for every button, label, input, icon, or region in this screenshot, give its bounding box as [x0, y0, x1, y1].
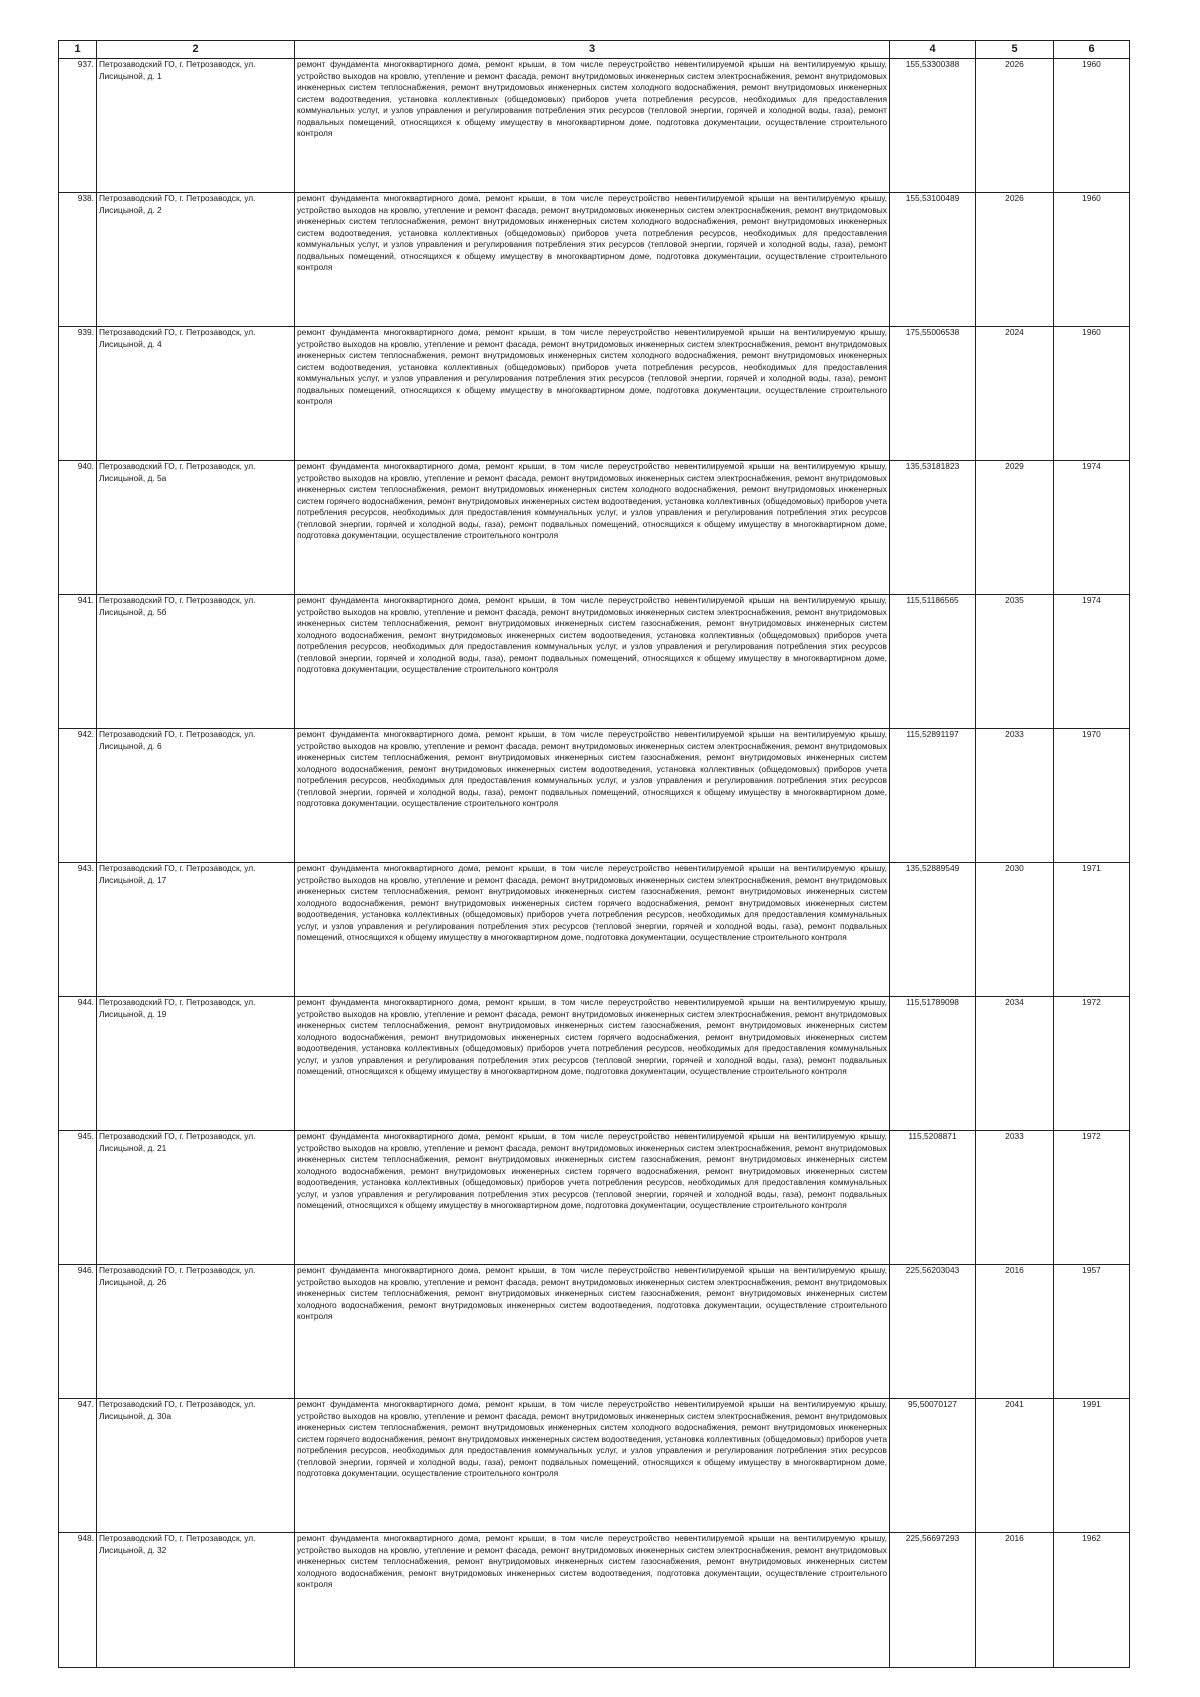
repair-works: ремонт фундамента многоквартирного дома, ремонт крыши, в том числе переустройство невентилируемой крыши на вентилируемую крышу, устройство выходов на кровлю, утепление и ремонт фасада, ремонт внутридомовых инженерных систем электроснабжения, ремонт внутридомовых инженерных систем теплоснабжения, ремонт внутридомовых инженерных систем холодного водоснабжения, ремонт внутридомовых инженерных систем горячего водоснабжения, ремонт внутридомовых инженерных систем водоотведения, установка коллективных (общедомовых) приборов учета потребления ресурсов, необходимых для предоставления коммунальных услуг, и узлов управления и регулирования потребления этих ресурсов (тепловой энергии, горячей и холодной воды, газа), ремонт подвальных помещений, относящихся к общему имуществу в многоквартирном доме, подготовка документации, осуществление строительного контроля: [295, 1399, 890, 1533]
row-number: 947.: [59, 1399, 97, 1533]
planned-repair-year: 2030: [976, 863, 1054, 997]
priority-score: 115,51789098: [890, 997, 976, 1131]
planned-repair-year: 2016: [976, 1533, 1054, 1668]
table-row: [59, 1265, 1130, 1399]
column-header-6: 6: [1054, 41, 1130, 59]
planned-repair-year: 2029: [976, 461, 1054, 595]
repair-works: ремонт фундамента многоквартирного дома, ремонт крыши, в том числе переустройство невентилируемой крыши на вентилируемую крышу, устройство выходов на кровлю, утепление и ремонт фасада, ремонт внутридомовых инженерных систем электроснабжения, ремонт внутридомовых инженерных систем теплоснабжения, ремонт внутридомовых инженерных систем газоснабжения, ремонт внутридомовых инженерных систем холодного водоснабжения, ремонт внутридомовых инженерных систем горячего водоснабжения, ремонт внутридомовых инженерных систем водоотведения, установка коллективных (общедомовых) приборов учета потребления ресурсов, необходимых для предоставления коммунальных услуг, и узлов управления и регулирования потребления этих ресурсов (тепловой энергии, горячей и холодной воды, газа), ремонт подвальных помещений, относящихся к общему имуществу в многоквартирном доме, подготовка документации, осуществление строительного контроля: [295, 1131, 890, 1265]
repair-works: ремонт фундамента многоквартирного дома, ремонт крыши, в том числе переустройство невентилируемой крыши на вентилируемую крышу, устройство выходов на кровлю, утепление и ремонт фасада, ремонт внутридомовых инженерных систем электроснабжения, ремонт внутридомовых инженерных систем теплоснабжения, ремонт внутридомовых инженерных систем холодного водоснабжения, ремонт внутридомовых инженерных систем водоотведения, установка коллективных (общедомовых) приборов учета потребления ресурсов, необходимых для предоставления коммунальных услуг, и узлов управления и регулирования потребления этих ресурсов (тепловой энергии, горячей и холодной воды, газа), ремонт подвальных помещений, относящихся к общему имуществу в многоквартирном доме, подготовка документации, осуществление строительного контроля: [295, 59, 890, 193]
building-address: Петрозаводский ГО, г. Петрозаводск, ул. Лисицыной, д. 4: [97, 327, 295, 461]
building-address: Петрозаводский ГО, г. Петрозаводск, ул. Лисицыной, д. 32: [97, 1533, 295, 1668]
planned-repair-year: 2041: [976, 1399, 1054, 1533]
repair-works: ремонт фундамента многоквартирного дома, ремонт крыши, в том числе переустройство невентилируемой крыши на вентилируемую крышу, устройство выходов на кровлю, утепление и ремонт фасада, ремонт внутридомовых инженерных систем электроснабжения, ремонт внутридомовых инженерных систем теплоснабжения, ремонт внутридомовых инженерных систем газоснабжения, ремонт внутридомовых инженерных систем холодного водоснабжения, ремонт внутридомовых инженерных систем горячего водоснабжения, ремонт внутридомовых инженерных систем водоотведения, установка коллективных (общедомовых) приборов учета потребления ресурсов, необходимых для предоставления коммунальных услуг, и узлов управления и регулирования потребления этих ресурсов (тепловой энергии, горячей и холодной воды, газа), ремонт подвальных помещений, относящихся к общему имуществу в многоквартирном доме, подготовка документации, осуществление строительного контроля: [295, 997, 890, 1131]
planned-repair-year: 2034: [976, 997, 1054, 1131]
registry-table: [58, 40, 1130, 1668]
building-address: Петрозаводский ГО, г. Петрозаводск, ул. Лисицыной, д. 19: [97, 997, 295, 1131]
priority-score: 115,5208871: [890, 1131, 976, 1265]
construction-year: 1974: [1054, 461, 1130, 595]
table-row: [59, 1533, 1130, 1668]
table-header: [59, 41, 1130, 59]
column-header-2: 2: [97, 41, 295, 59]
construction-year: 1971: [1054, 863, 1130, 997]
priority-score: 115,51186565: [890, 595, 976, 729]
priority-score: 135,53181823: [890, 461, 976, 595]
construction-year: 1972: [1054, 1131, 1130, 1265]
priority-score: 225,56203043: [890, 1265, 976, 1399]
construction-year: 1962: [1054, 1533, 1130, 1668]
priority-score: 225,56697293: [890, 1533, 976, 1668]
planned-repair-year: 2033: [976, 1131, 1054, 1265]
row-number: 942.: [59, 729, 97, 863]
row-number: 946.: [59, 1265, 97, 1399]
planned-repair-year: 2016: [976, 1265, 1054, 1399]
building-address: Петрозаводский ГО, г. Петрозаводск, ул. Лисицыной, д. 17: [97, 863, 295, 997]
building-address: Петрозаводский ГО, г. Петрозаводск, ул. Лисицыной, д. 6: [97, 729, 295, 863]
table-row: [59, 327, 1130, 461]
building-address: Петрозаводский ГО, г. Петрозаводск, ул. Лисицыной, д. 2: [97, 193, 295, 327]
document-page: [58, 40, 1129, 1668]
construction-year: 1970: [1054, 729, 1130, 863]
repair-works: ремонт фундамента многоквартирного дома, ремонт крыши, в том числе переустройство невентилируемой крыши на вентилируемую крышу, устройство выходов на кровлю, утепление и ремонт фасада, ремонт внутридомовых инженерных систем электроснабжения, ремонт внутридомовых инженерных систем теплоснабжения, ремонт внутридомовых инженерных систем газоснабжения, ремонт внутридомовых инженерных систем холодного водоснабжения, ремонт внутридомовых инженерных систем водоотведения, установка коллективных (общедомовых) приборов учета потребления ресурсов, необходимых для предоставления коммунальных услуг, и узлов управления и регулирования потребления этих ресурсов (тепловой энергии, горячей и холодной воды, газа), ремонт подвальных помещений, относящихся к общему имуществу в многоквартирном доме, подготовка документации, осуществление строительного контроля: [295, 595, 890, 729]
row-number: 948.: [59, 1533, 97, 1668]
building-address: Петрозаводский ГО, г. Петрозаводск, ул. Лисицыной, д. 21: [97, 1131, 295, 1265]
repair-works: ремонт фундамента многоквартирного дома, ремонт крыши, в том числе переустройство невентилируемой крыши на вентилируемую крышу, устройство выходов на кровлю, утепление и ремонт фасада, ремонт внутридомовых инженерных систем электроснабжения, ремонт внутридомовых инженерных систем теплоснабжения, ремонт внутридомовых инженерных систем холодного водоснабжения, ремонт внутридомовых инженерных систем водоотведения, установка коллективных (общедомовых) приборов учета потребления ресурсов, необходимых для предоставления коммунальных услуг, и узлов управления и регулирования потребления этих ресурсов (тепловой энергии, горячей и холодной воды, газа), ремонт подвальных помещений, относящихся к общему имуществу в многоквартирном доме, подготовка документации, осуществление строительного контроля: [295, 193, 890, 327]
building-address: Петрозаводский ГО, г. Петрозаводск, ул. Лисицыной, д. 5б: [97, 595, 295, 729]
repair-works: ремонт фундамента многоквартирного дома, ремонт крыши, в том числе переустройство невентилируемой крыши на вентилируемую крышу, устройство выходов на кровлю, утепление и ремонт фасада, ремонт внутридомовых инженерных систем электроснабжения, ремонт внутридомовых инженерных систем теплоснабжения, ремонт внутридомовых инженерных систем холодного водоснабжения, ремонт внутридомовых инженерных систем водоотведения, установка коллективных (общедомовых) приборов учета потребления ресурсов, необходимых для предоставления коммунальных услуг, и узлов управления и регулирования потребления этих ресурсов (тепловой энергии, горячей и холодной воды, газа), ремонт подвальных помещений, относящихся к общему имуществу в многоквартирном доме, подготовка документации, осуществление строительного контроля: [295, 327, 890, 461]
column-header-5: 5: [976, 41, 1054, 59]
table-row: [59, 1399, 1130, 1533]
construction-year: 1974: [1054, 595, 1130, 729]
priority-score: 175,55006538: [890, 327, 976, 461]
planned-repair-year: 2033: [976, 729, 1054, 863]
construction-year: 1960: [1054, 193, 1130, 327]
priority-score: 155,53300388: [890, 59, 976, 193]
column-header-4: 4: [890, 41, 976, 59]
header-row: [59, 41, 1130, 59]
column-header-1: 1: [59, 41, 97, 59]
construction-year: 1957: [1054, 1265, 1130, 1399]
repair-works: ремонт фундамента многоквартирного дома, ремонт крыши, в том числе переустройство невентилируемой крыши на вентилируемую крышу, устройство выходов на кровлю, утепление и ремонт фасада, ремонт внутридомовых инженерных систем электроснабжения, ремонт внутридомовых инженерных систем теплоснабжения, ремонт внутридомовых инженерных систем газоснабжения, ремонт внутридомовых инженерных систем холодного водоснабжения, ремонт внутридомовых инженерных систем водоотведения, подготовка документации, осуществление строительного контроля: [295, 1265, 890, 1399]
priority-score: 155,53100489: [890, 193, 976, 327]
building-address: Петрозаводский ГО, г. Петрозаводск, ул. Лисицыной, д. 30а: [97, 1399, 295, 1533]
table-row: [59, 863, 1130, 997]
construction-year: 1960: [1054, 59, 1130, 193]
table-row: [59, 1131, 1130, 1265]
column-header-3: 3: [295, 41, 890, 59]
row-number: 945.: [59, 1131, 97, 1265]
building-address: Петрозаводский ГО, г. Петрозаводск, ул. Лисицыной, д. 5а: [97, 461, 295, 595]
row-number: 937.: [59, 59, 97, 193]
planned-repair-year: 2026: [976, 193, 1054, 327]
row-number: 938.: [59, 193, 97, 327]
planned-repair-year: 2024: [976, 327, 1054, 461]
construction-year: 1991: [1054, 1399, 1130, 1533]
repair-works: ремонт фундамента многоквартирного дома, ремонт крыши, в том числе переустройство невентилируемой крыши на вентилируемую крышу, устройство выходов на кровлю, утепление и ремонт фасада, ремонт внутридомовых инженерных систем электроснабжения, ремонт внутридомовых инженерных систем теплоснабжения, ремонт внутридомовых инженерных систем газоснабжения, ремонт внутридомовых инженерных систем холодного водоснабжения, ремонт внутридомовых инженерных систем водоотведения, установка коллективных (общедомовых) приборов учета потребления ресурсов, необходимых для предоставления коммунальных услуг, и узлов управления и регулирования потребления этих ресурсов (тепловой энергии, горячей и холодной воды, газа), ремонт подвальных помещений, относящихся к общему имуществу в многоквартирном доме, подготовка документации, осуществление строительного контроля: [295, 729, 890, 863]
table-row: [59, 595, 1130, 729]
construction-year: 1960: [1054, 327, 1130, 461]
repair-works: ремонт фундамента многоквартирного дома, ремонт крыши, в том числе переустройство невентилируемой крыши на вентилируемую крышу, устройство выходов на кровлю, утепление и ремонт фасада, ремонт внутридомовых инженерных систем электроснабжения, ремонт внутридомовых инженерных систем теплоснабжения, ремонт внутридомовых инженерных систем газоснабжения, ремонт внутридомовых инженерных систем холодного водоснабжения, ремонт внутридомовых инженерных систем водоотведения, подготовка документации, осуществление строительного контроля: [295, 1533, 890, 1668]
row-number: 944.: [59, 997, 97, 1131]
table-row: [59, 193, 1130, 327]
priority-score: 115,52891197: [890, 729, 976, 863]
priority-score: 95,50070127: [890, 1399, 976, 1533]
table-row: [59, 461, 1130, 595]
building-address: Петрозаводский ГО, г. Петрозаводск, ул. Лисицыной, д. 1: [97, 59, 295, 193]
row-number: 939.: [59, 327, 97, 461]
table-row: [59, 997, 1130, 1131]
row-number: 941.: [59, 595, 97, 729]
row-number: 940.: [59, 461, 97, 595]
repair-works: ремонт фундамента многоквартирного дома, ремонт крыши, в том числе переустройство невентилируемой крыши на вентилируемую крышу, устройство выходов на кровлю, утепление и ремонт фасада, ремонт внутридомовых инженерных систем электроснабжения, ремонт внутридомовых инженерных систем теплоснабжения, ремонт внутридомовых инженерных систем газоснабжения, ремонт внутридомовых инженерных систем холодного водоснабжения, ремонт внутридомовых инженерных систем горячего водоснабжения, ремонт внутридомовых инженерных систем водоотведения, установка коллективных (общедомовых) приборов учета потребления ресурсов, необходимых для предоставления коммунальных услуг, и узлов управления и регулирования потребления этих ресурсов (тепловой энергии, горячей и холодной воды, газа), ремонт подвальных помещений, относящихся к общему имуществу в многоквартирном доме, подготовка документации, осуществление строительного контроля: [295, 863, 890, 997]
priority-score: 135,52889549: [890, 863, 976, 997]
construction-year: 1972: [1054, 997, 1130, 1131]
row-number: 943.: [59, 863, 97, 997]
repair-works: ремонт фундамента многоквартирного дома, ремонт крыши, в том числе переустройство невентилируемой крыши на вентилируемую крышу, устройство выходов на кровлю, утепление и ремонт фасада, ремонт внутридомовых инженерных систем электроснабжения, ремонт внутридомовых инженерных систем теплоснабжения, ремонт внутридомовых инженерных систем холодного водоснабжения, ремонт внутридомовых инженерных систем горячего водоснабжения, ремонт внутридомовых инженерных систем водоотведения, установка коллективных (общедомовых) приборов учета потребления ресурсов, необходимых для предоставления коммунальных услуг, и узлов управления и регулирования потребления этих ресурсов (тепловой энергии, горячей и холодной воды, газа), ремонт подвальных помещений, относящихся к общему имуществу в многоквартирном доме, подготовка документации, осуществление строительного контроля: [295, 461, 890, 595]
planned-repair-year: 2035: [976, 595, 1054, 729]
table-body: [59, 59, 1130, 1668]
planned-repair-year: 2026: [976, 59, 1054, 193]
table-row: [59, 729, 1130, 863]
building-address: Петрозаводский ГО, г. Петрозаводск, ул. Лисицыной, д. 26: [97, 1265, 295, 1399]
table-row: [59, 59, 1130, 193]
